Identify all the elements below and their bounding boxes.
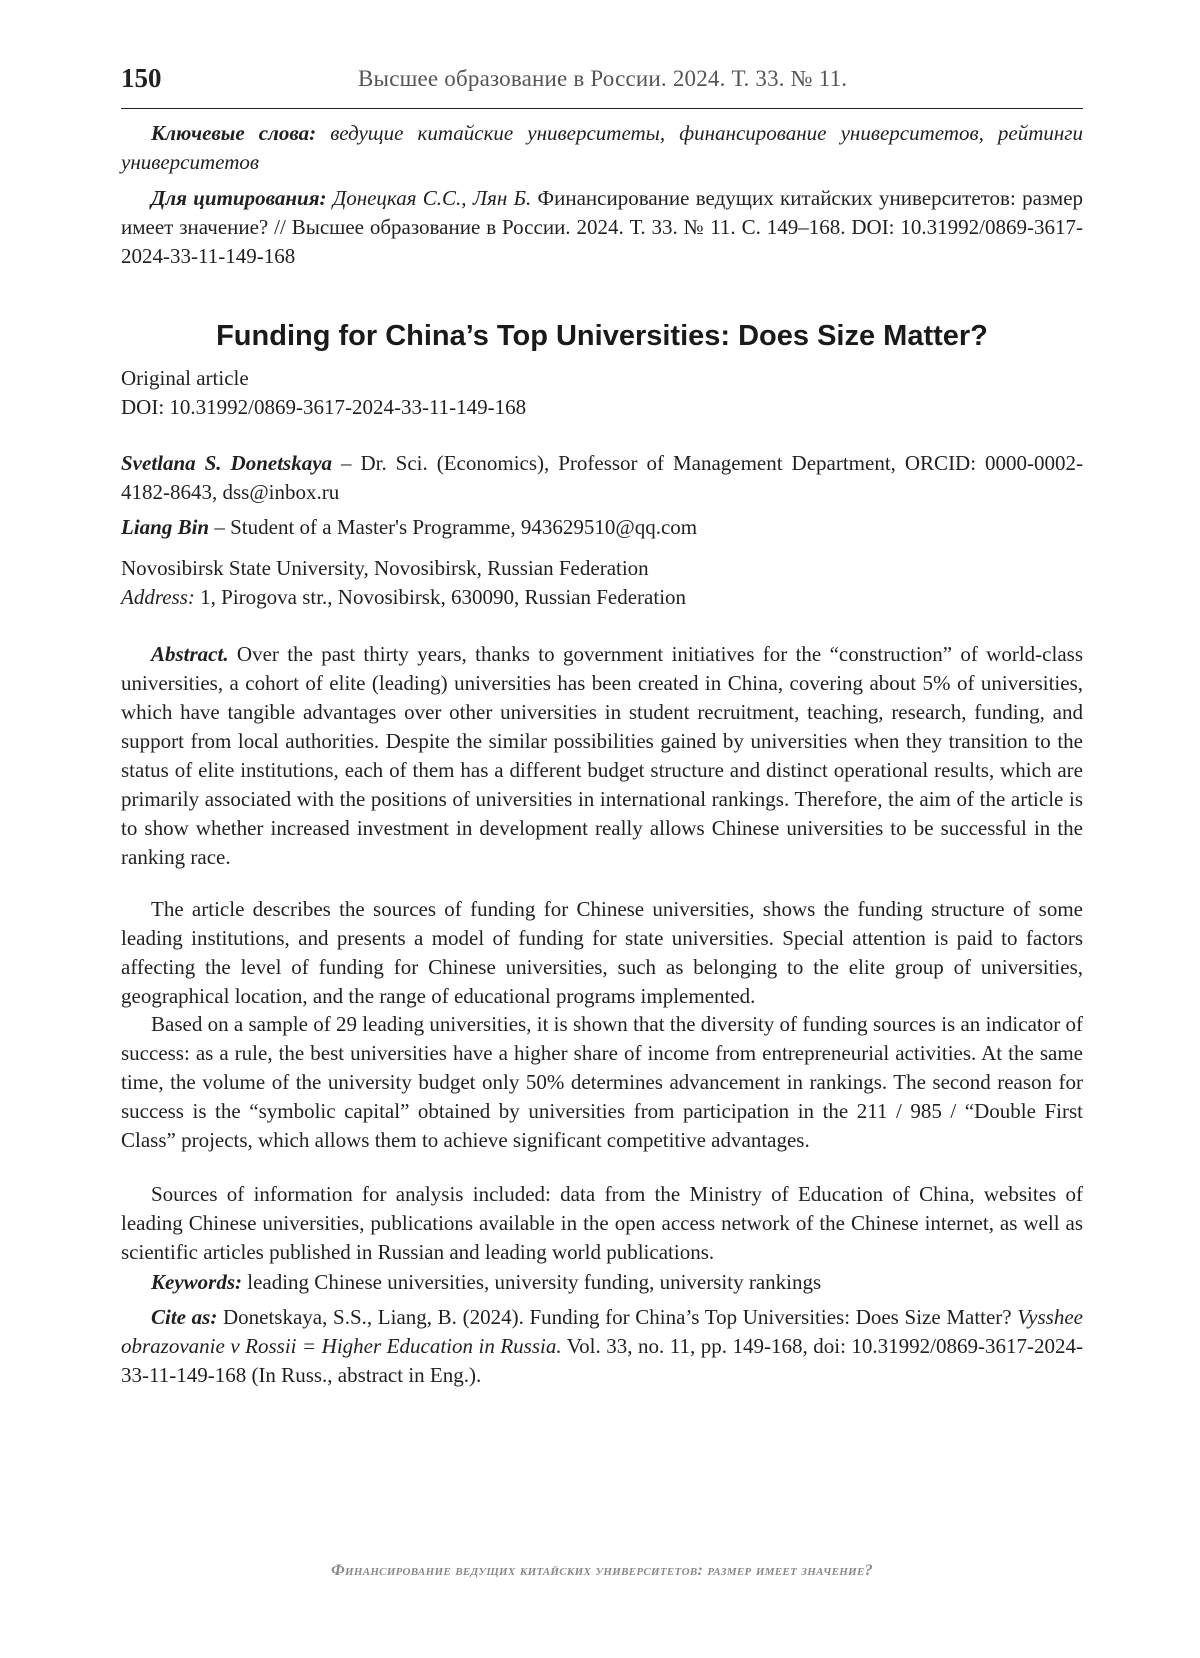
keywords-label: Keywords:: [151, 1270, 242, 1294]
author-entry: [121, 449, 1083, 507]
page-number: 150: [121, 63, 162, 93]
abstract-paragraph: [121, 640, 1083, 872]
affiliation-address: [121, 583, 1083, 612]
ru-citation-text: Финансирование ведущих китайских университетов: размер имеет значение? // Высшее образование в России. 2024. Т. 33. № 11. С. 149–168. DOI: 10.31992/0869-3617-2024-33-11-149-168: [121, 186, 1084, 268]
ru-keywords-label: Ключевые слова:: [151, 121, 317, 145]
running-head: [121, 62, 1083, 109]
article-doi: DOI: 10.31992/0869-3617-2024-33-11-149-168: [121, 395, 527, 419]
affiliation-institution: Novosibirsk State University, Novosibirsk, Russian Federation: [121, 556, 649, 580]
author-name: Svetlana S. Donetskaya: [121, 451, 333, 475]
keywords-text: leading Chinese universities, university funding, university rankings: [242, 1270, 822, 1294]
author-details: – Student of a Master's Programme, 943629510@qq.com: [209, 515, 698, 539]
cite-as-journal: Vysshee obrazovanie v Rossii = Higher Education in Russia.: [121, 1305, 1083, 1358]
cite-as-text-end: Vol. 33, no. 11, pp. 149-168, doi: 10.31992/0869-3617-2024-33-11-149-168 (In Russ., abstract in Eng.).: [121, 1334, 1083, 1387]
ru-keywords-text: ведущие китайские университеты, финансирование университетов, рейтинги университетов: [121, 121, 1083, 174]
cite-as: [121, 1303, 1083, 1390]
abstract-label: Abstract.: [151, 642, 229, 666]
ru-citation-authors: Донецкая С.С., Лян Б.: [332, 186, 532, 210]
ru-citation: [121, 184, 1083, 271]
cite-as-text: Donetskaya, S.S., Liang, B. (2024). Funding for China’s Top Universities: Does Size Matter?: [217, 1305, 1018, 1329]
address-label: Address:: [121, 585, 195, 609]
author-entry: [121, 513, 1083, 542]
abstract-paragraph: The article describes the sources of funding for Chinese universities, shows the funding structure of some leading institutions, and presents a model of funding for state universities. Special attention is paid to factors affecting the level of funding for Chinese universities, such as belonging to the elite group of universities, geographical location, and the range of educational programs implemented.: [121, 897, 1083, 1008]
ru-citation-label: Для цитирования:: [151, 186, 327, 210]
abstract-paragraph: Sources of information for analysis included: data from the Ministry of Education of China, websites of leading Chinese universities, publications available in the open access network of the Chinese internet, as well as scientific articles published in Russian and leading world publications.: [121, 1182, 1083, 1264]
keywords: [121, 1268, 1083, 1297]
abstract-paragraph: Based on a sample of 29 leading universities, it is shown that the diversity of funding sources is an indicator of success: as a rule, the best universities have a higher share of income from entrepreneurial activities. At the same time, the volume of the university budget only 50% determines advancement in rankings. The second reason for success is the “symbolic capital” obtained by universities from participation in the 211 / 985 / “Double First Class” projects, which allows them to achieve significant competitive advantages.: [121, 1012, 1083, 1152]
cite-as-label: Cite as:: [151, 1305, 218, 1329]
article-type: Original article: [121, 366, 249, 390]
journal-reference: Высшее образование в России. 2024. Т. 33. № 11.: [358, 66, 848, 91]
author-name: Liang Bin: [121, 515, 210, 539]
address-text: 1, Pirogova str., Novosibirsk, 630090, Russian Federation: [194, 585, 687, 609]
running-footer: Финансирование ведущих китайских университетов: размер имеет значение?: [331, 1562, 873, 1579]
ru-keywords: [121, 119, 1083, 177]
abstract-text: Over the past thirty years, thanks to government initiatives for the “construction” of world-class universities, a cohort of elite (leading) universities has been created in China, covering about 5% of universities, which have tangible advantages over other universities in student recruitment, teaching, research, funding, and support from local authorities. Despite the similar possibilities gained by universities when they transition to the status of elite institutions, each of them has a different budget structure and distinct operational results, which are primarily associated with the positions of universities in international rankings. Therefore, the aim of the article is to show whether increased investment in development really allows Chinese universities to be successful in the ranking race.: [121, 642, 1083, 869]
author-details: – Dr. Sci. (Economics), Professor of Management Department, ORCID: 0000-0002-4182-8643, dss@inbox.ru: [121, 451, 1084, 504]
article-title: Funding for China’s Top Universities: Does Size Matter?: [216, 320, 988, 352]
